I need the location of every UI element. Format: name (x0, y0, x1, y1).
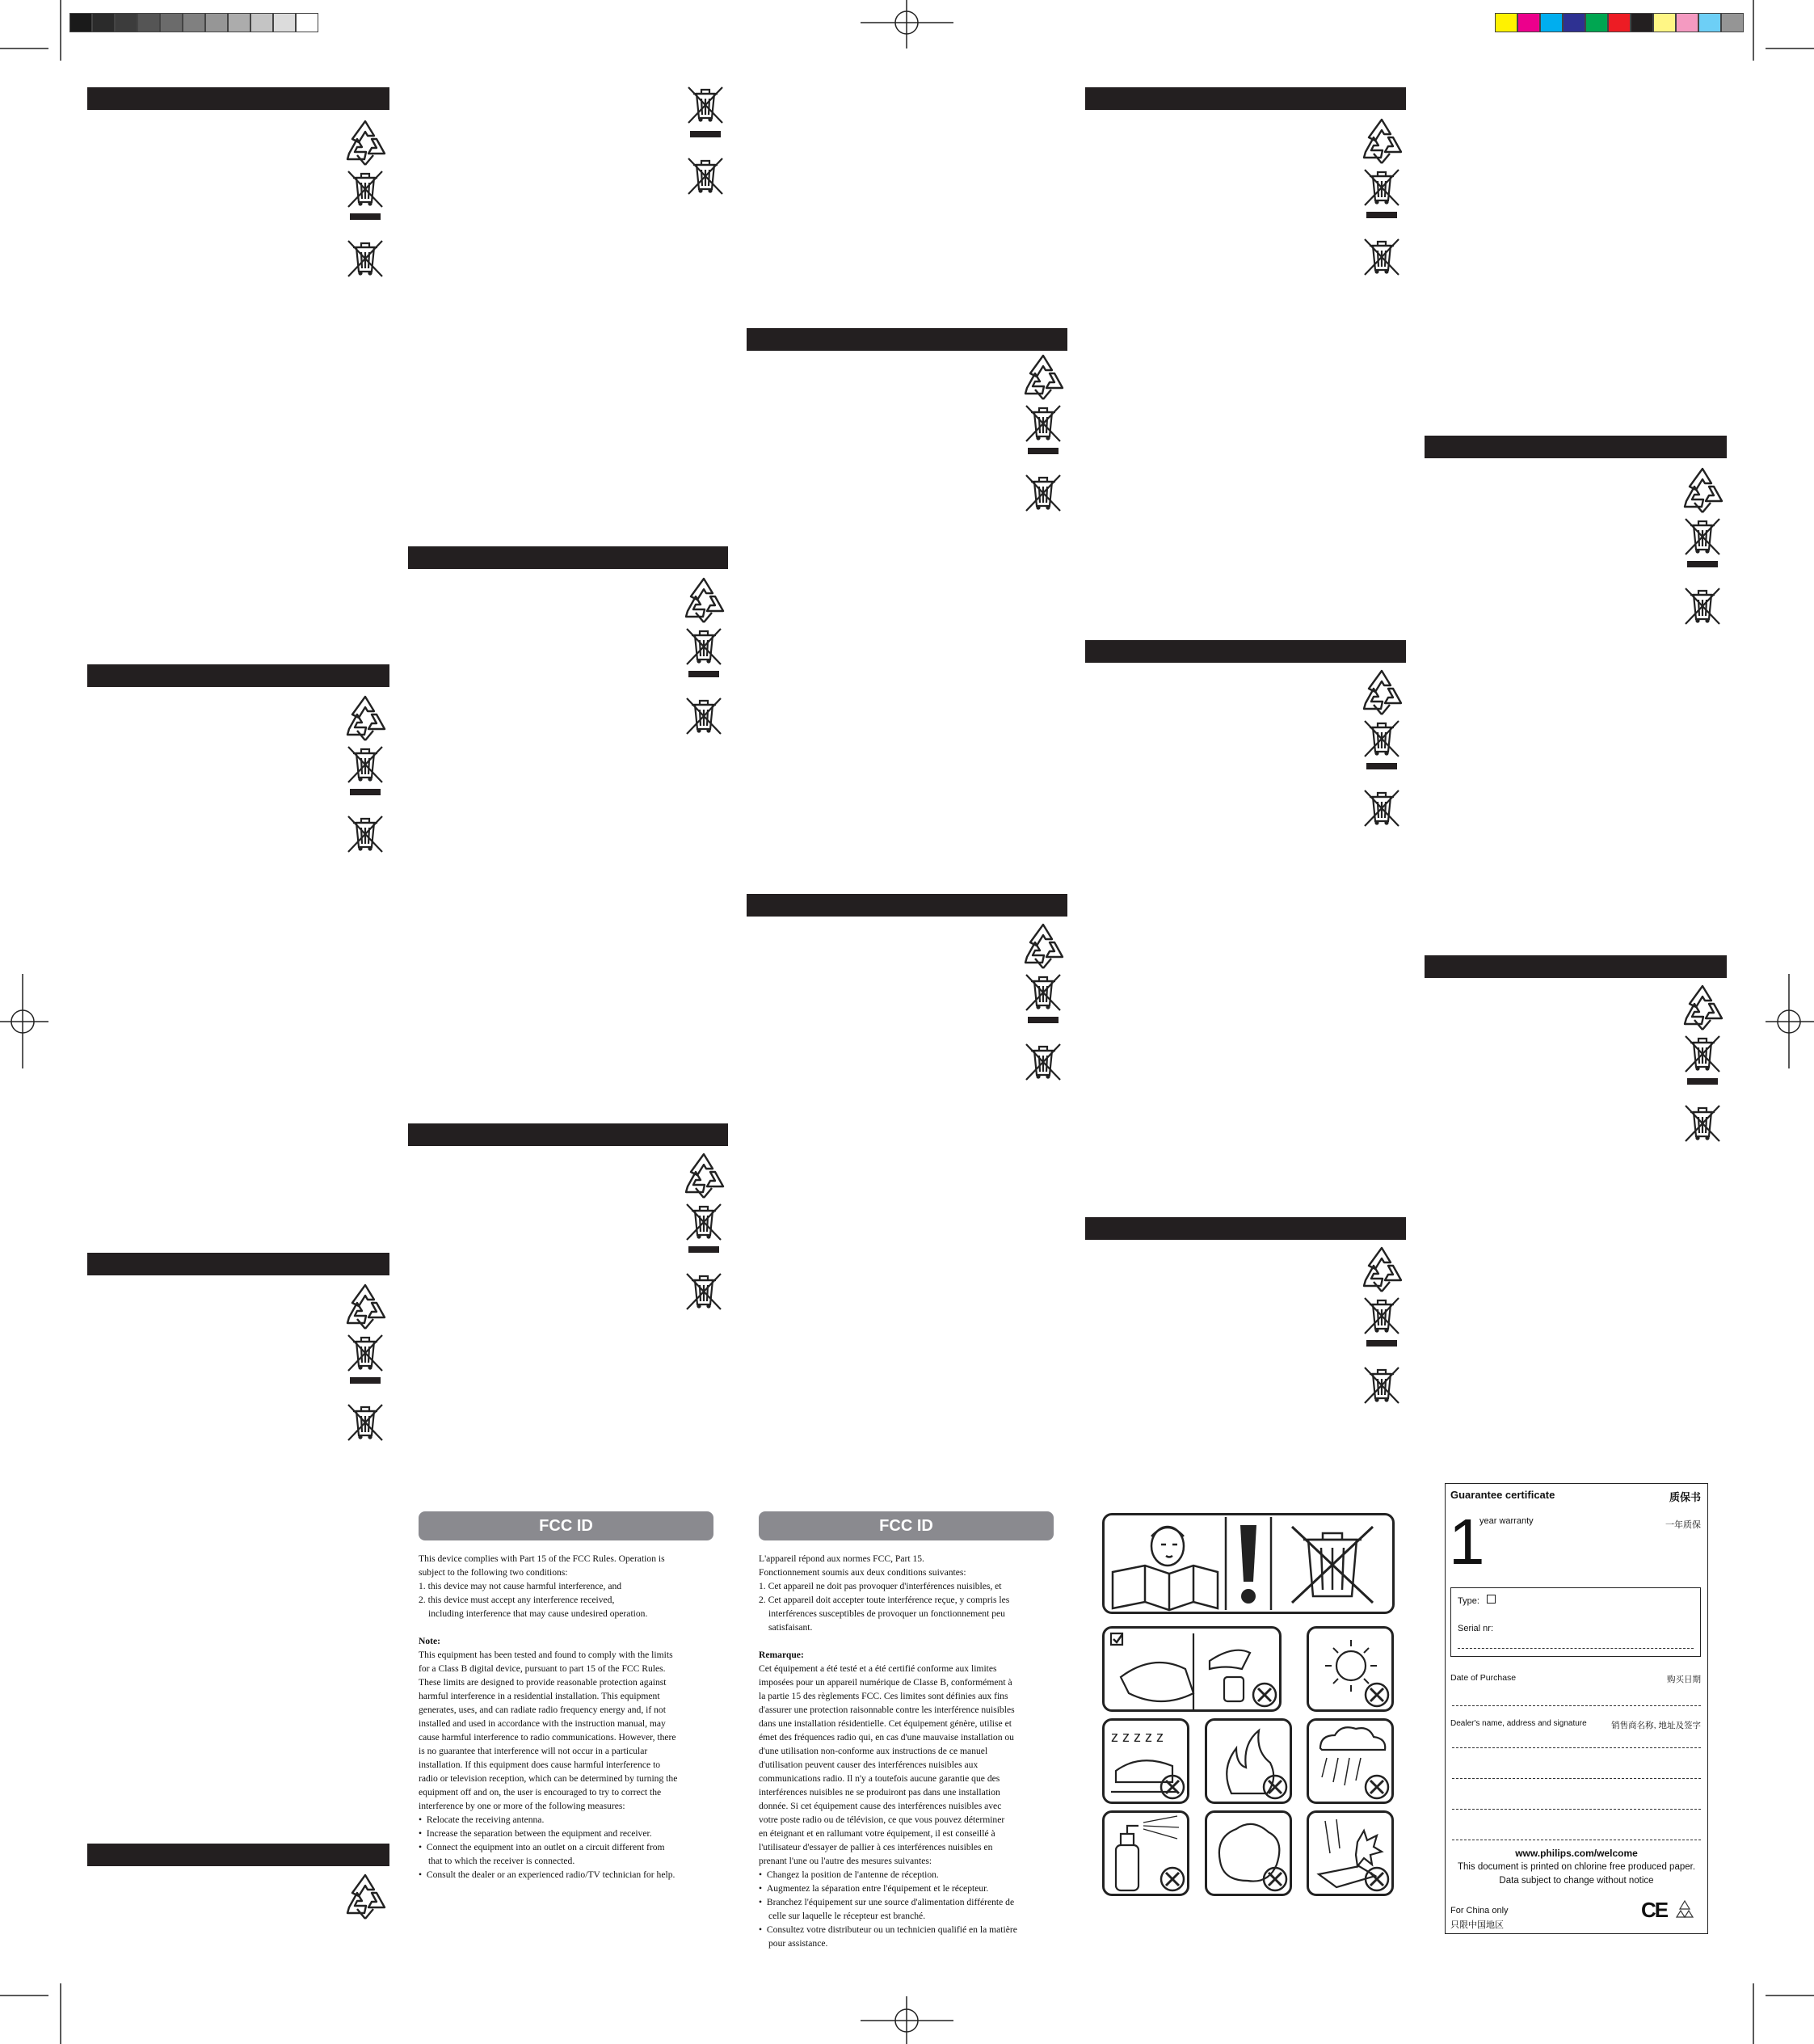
fcc-en-bullet: • Relocate the receiving antenna. (419, 1814, 545, 1825)
crossed-bin-icon (1362, 1364, 1402, 1409)
purchase-line[interactable] (1452, 1705, 1701, 1706)
care-no-sunlight-pictogram (1307, 1626, 1394, 1712)
fcc-fr-bullet: • Changez la position de l'antenne de réception. (759, 1869, 939, 1880)
bin-underline-bar (1366, 763, 1397, 769)
care-no-rain-pictogram (1307, 1718, 1394, 1804)
warranty-label-cn: 一年质保 (1665, 1520, 1701, 1530)
recycle-icon (1357, 1245, 1406, 1297)
care-no-spray-pictogram (1102, 1810, 1189, 1896)
section-header-bar (408, 546, 728, 569)
fcc-fr-note-line: interférences nuisibles ne se produiront pas dans une installation (759, 1787, 1000, 1797)
fcc-fr-intro-2: Fonctionnement soumis aux deux conditions suivantes: (759, 1567, 966, 1578)
recycle-icon (1357, 668, 1406, 720)
fcc-fr-bullet-cont: celle sur laquelle le récepteur est branché. (768, 1911, 926, 1921)
recycle-icon (680, 575, 728, 628)
section-header-bar (87, 87, 389, 110)
recycle-icon (341, 118, 389, 171)
crossed-bin-icon (1362, 787, 1402, 832)
fcc-en-note-line: equipment off and on, the user is encouraged to try to correct the (419, 1787, 662, 1797)
serial-label: Serial nr: (1458, 1624, 1494, 1633)
fcc-fr-note-line: l'utilisateur d'essayer de pallier à ces interférences nuisibles en (759, 1842, 993, 1852)
fcc-en-intro-1: This device complies with Part 15 of the FCC Rules. Operation is (419, 1553, 665, 1564)
crossed-bin-icon (345, 813, 385, 858)
recycle-icon (341, 693, 389, 746)
bin-underline-bar (690, 131, 721, 137)
type-checkbox[interactable] (1487, 1595, 1496, 1604)
bin-underline-bar (1687, 1078, 1718, 1085)
bin-underline-bar (1028, 448, 1059, 454)
fcc-fr-bullet: • Augmentez la séparation entre l'équipement et le récepteur. (759, 1883, 989, 1894)
type-serial-box (1450, 1587, 1701, 1657)
crossed-bin-icon (685, 155, 726, 200)
china-only-cn: 只限中国地区 (1450, 1920, 1504, 1930)
section-header-bar (87, 1844, 389, 1866)
fcc-fr-condition-1: 1. Cet appareil ne doit pas provoquer d'interférences nuisibles, et (759, 1581, 1002, 1591)
crossed-bin-icon (684, 626, 724, 670)
crossed-bin-icon (1682, 1102, 1723, 1147)
fcc-en-bullet-cont: that to which the receiver is connected. (428, 1856, 575, 1866)
fcc-fr-note-line: d'assurer une protection raisonnable contre les interférence nuisibles (759, 1705, 1015, 1715)
recycle-icon (341, 1872, 389, 1924)
warranty-years: 1 (1449, 1506, 1485, 1578)
bin-underline-bar (1366, 212, 1397, 218)
fcc-fr-note-heading: Remarque: (759, 1650, 804, 1660)
dealer-line[interactable] (1452, 1747, 1701, 1748)
recycle-icon (1678, 466, 1727, 518)
crossed-bin-icon (684, 1271, 724, 1315)
fcc-fr-note-line: communications radio. Il n'y a toutefois aucune garantie que des (759, 1773, 1000, 1784)
crossed-bin-icon (345, 744, 385, 788)
crossed-bin-icon (1023, 971, 1063, 1016)
recycle-icon (1678, 983, 1727, 1035)
fcc-fr-bullet-cont: pour assistance. (768, 1938, 828, 1949)
fcc-en-note-line: interference by one or more of the following measures: (419, 1801, 625, 1811)
crossed-bin-icon (684, 1201, 724, 1245)
bin-underline-bar (1028, 1017, 1059, 1023)
fcc-fr-note-line: donnée. Si cet équipement cause des interférences nuisibles avec (759, 1801, 1002, 1811)
guarantee-title: Guarantee certificate (1450, 1489, 1555, 1501)
care-no-fire-pictogram (1205, 1718, 1292, 1804)
fcc-text-en (419, 1552, 726, 1882)
care-no-drop-pictogram (1307, 1810, 1394, 1896)
crossed-bin-icon (1362, 718, 1402, 762)
bin-underline-bar (1366, 1340, 1397, 1347)
bin-underline-bar (350, 789, 381, 795)
recycle-icon (1357, 116, 1406, 169)
svg-text:z z z z z: z z z z z (1111, 1729, 1164, 1745)
bin-underline-bar (350, 1377, 381, 1384)
fcc-fr-condition-2c: satisfaisant. (768, 1622, 813, 1633)
fcc-en-note-heading: Note: (419, 1636, 441, 1646)
recycle-icon (1019, 921, 1067, 974)
fcc-en-condition-1: 1. this device may not cause harmful interference, and (419, 1581, 622, 1591)
recycle-icon (341, 1282, 389, 1334)
warranty-label: year warranty (1479, 1516, 1534, 1526)
fcc-header-fr: FCC ID (759, 1511, 1054, 1540)
fcc-en-note-line: harmful interference in a residential installation. This equipment (419, 1691, 660, 1701)
fcc-en-condition-2b: including interference that may cause undesired operation. (428, 1608, 648, 1619)
fcc-fr-note-line: votre poste radio ou de télévision, ce que vous pouvez déterminer (759, 1814, 1005, 1825)
crossed-bin-icon (345, 238, 385, 282)
website: www.philips.com/welcome (1515, 1848, 1638, 1859)
section-header-bar (87, 1253, 389, 1275)
crossed-bin-icon (1023, 472, 1063, 516)
crossed-bin-icon (1023, 402, 1063, 447)
crossed-bin-icon (345, 1401, 385, 1446)
crossed-bin-icon (1682, 1033, 1723, 1077)
bin-underline-bar (688, 671, 719, 677)
fcc-header-en: FCC ID (419, 1511, 713, 1540)
fcc-en-note-line: installation. If this equipment does cause harmful interference to (419, 1760, 661, 1770)
bin-underline-bar (688, 1246, 719, 1253)
fcc-en-note-line: cause harmful interference to radio communications. However, there (419, 1732, 676, 1743)
fcc-en-bullet: • Increase the separation between the equipment and receiver. (419, 1828, 652, 1839)
care-no-sleep-use-pictogram (1102, 1718, 1189, 1804)
dealer-label: Dealer's name, address and signature (1450, 1719, 1587, 1728)
type-label: Type: (1458, 1596, 1479, 1606)
fcc-fr-bullet: • Consultez votre distributeur ou un technicien qualifié en la matière (759, 1924, 1017, 1935)
bin-underline-bar (350, 213, 381, 220)
section-header-bar (747, 894, 1067, 917)
fcc-en-note-line: These limits are designed to provide reasonable protection against (419, 1677, 667, 1688)
fcc-en-note-line: is no guarantee that interference will not occur in a particular (419, 1746, 648, 1756)
crossed-bin-icon (1362, 166, 1402, 211)
crossed-bin-icon (1023, 1041, 1063, 1085)
section-header-bar (1425, 955, 1727, 978)
fcc-fr-note-line: d'utilisation peuvent causer des interférences nuisibles aux (759, 1760, 979, 1770)
fcc-fr-note-line: en éteignant et en rallumant votre équipement, il est conseillé à (759, 1828, 995, 1839)
section-header-bar (87, 664, 389, 687)
crossed-bin-icon (684, 695, 724, 740)
guarantee-certificate (1445, 1483, 1708, 1934)
crossed-bin-icon (345, 1332, 385, 1376)
section-header-bar (1085, 87, 1406, 110)
purchase-label: Date of Purchase (1450, 1673, 1517, 1683)
purchase-label-cn: 购买日期 (1667, 1675, 1701, 1684)
dealer-line[interactable] (1452, 1778, 1701, 1779)
care-no-dust-pictogram (1205, 1810, 1292, 1896)
section-header-bar (747, 328, 1067, 351)
fcc-fr-condition-2b: interférences susceptibles de provoquer un fonctionnement peu (768, 1608, 1005, 1619)
dealer-label-cn: 销售商名称, 地址及签字 (1611, 1721, 1701, 1730)
crossed-bin-icon (1682, 516, 1723, 560)
recycle-icon (680, 1151, 728, 1203)
crossed-bin-icon (1682, 585, 1723, 630)
section-header-bar (1085, 640, 1406, 663)
fcc-en-note-line: This equipment has been tested and found to comply with the limits (419, 1650, 673, 1660)
fcc-fr-note-line: Cet équipement a été testé et a été certifié conforme aux limites (759, 1663, 997, 1674)
fcc-text-fr (759, 1552, 1070, 1950)
fcc-en-note-line: generates, uses, and can radiate radio frequency energy and, if not (419, 1705, 666, 1715)
crossed-bin-icon (685, 84, 726, 129)
fcc-en-condition-2a: 2. this device must accept any interference received, (419, 1595, 615, 1605)
fcc-en-bullet: • Consult the dealer or an experienced radio/TV technician for help. (419, 1869, 676, 1880)
fcc-en-note-line: for a Class B digital device, pursuant to part 15 of the FCC Rules. (419, 1663, 666, 1674)
fcc-fr-note-line: imposées pour un appareil numérique de Classe B, conformément à (759, 1677, 1012, 1688)
fcc-fr-condition-2a: 2. Cet appareil doit accepter toute interférence reçue, y compris les (759, 1595, 1010, 1605)
section-header-bar (408, 1123, 728, 1146)
bin-underline-bar (1687, 561, 1718, 567)
fcc-en-note-line: radio or television reception, which can be determined by turning the (419, 1773, 678, 1784)
fcc-fr-note-line: émet des fréquences radio qui, en cas d'une mauvaise installation ou (759, 1732, 1014, 1743)
care-cleaning-pictogram (1102, 1626, 1282, 1712)
section-header-bar (1425, 436, 1727, 458)
fcc-fr-bullet: • Branchez l'équipement sur une source d'alimentation différente de (759, 1897, 1015, 1907)
crossed-bin-icon (345, 168, 385, 213)
recycle-icon (1019, 352, 1067, 405)
fcc-fr-note-line: la partie 15 des règlements FCC. Ces limites sont définies aux fins (759, 1691, 1008, 1701)
recycle-small-icon (1673, 1899, 1696, 1920)
ce-mark: CE (1641, 1898, 1668, 1922)
section-header-bar (1085, 1217, 1406, 1240)
fcc-en-note-line: installed and used in accordance with the instruction manual, may (419, 1718, 666, 1729)
guarantee-title-cn: 质保书 (1669, 1491, 1701, 1503)
paper-note: This document is printed on chlorine free produced paper. (1457, 1862, 1696, 1872)
china-only: For China only (1450, 1906, 1509, 1915)
fcc-fr-note-line: prenant l'une ou l'autre des mesures suivantes: (759, 1856, 932, 1866)
fcc-fr-note-line: dans une installation résidentielle. Cet équipement génère, utilise et (759, 1718, 1012, 1729)
fcc-en-intro-2: subject to the following two conditions: (419, 1567, 568, 1578)
crossed-bin-icon (1362, 236, 1402, 280)
care-pictogram-read-manual (1102, 1513, 1395, 1614)
fcc-fr-intro-1: L'appareil répond aux normes FCC, Part 15. (759, 1553, 924, 1564)
crossed-bin-icon (1362, 1295, 1402, 1339)
fcc-fr-note-line: d'une utilisation non-conforme aux instructions de ce manuel (759, 1746, 988, 1756)
data-note: Data subject to change without notice (1499, 1876, 1654, 1886)
dealer-line[interactable] (1452, 1809, 1701, 1810)
serial-line[interactable] (1458, 1648, 1694, 1649)
fcc-en-bullet: • Connect the equipment into an outlet on a circuit different from (419, 1842, 665, 1852)
